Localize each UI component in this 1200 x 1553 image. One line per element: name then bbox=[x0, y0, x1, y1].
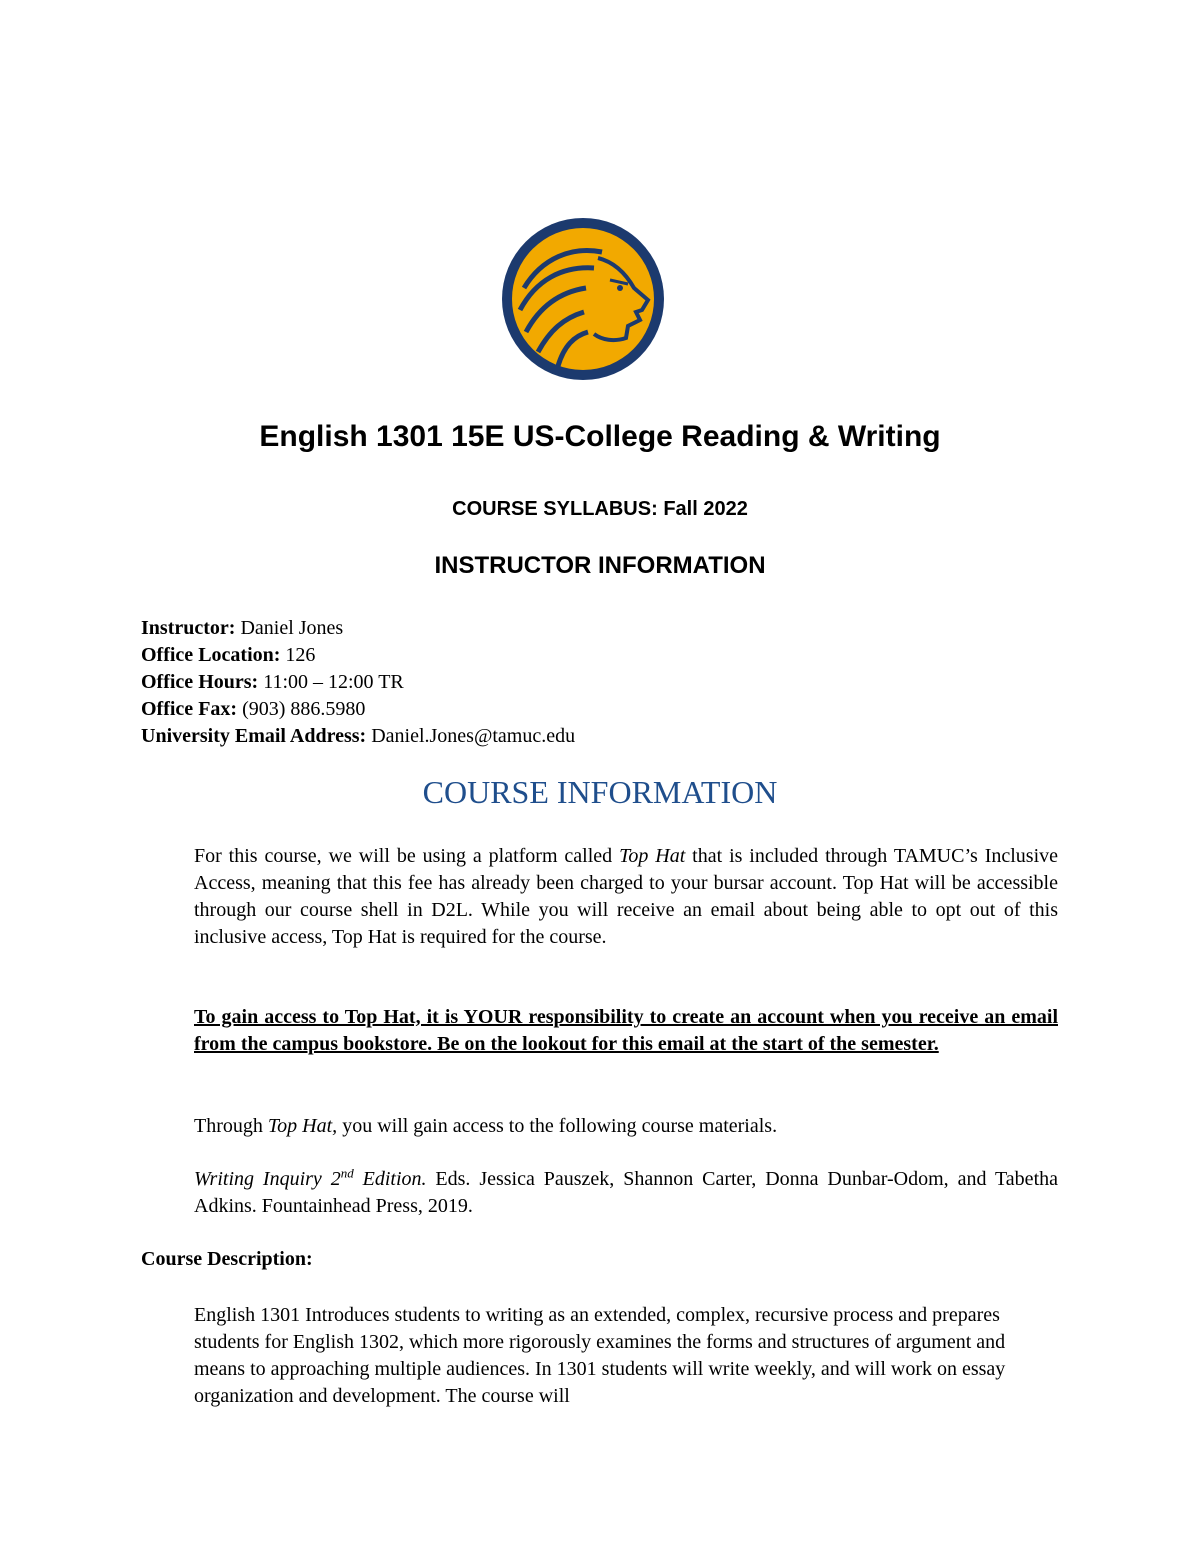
materials-intro-end: you will gain access to the following course materials. bbox=[337, 1115, 778, 1137]
book-title-sup: nd bbox=[340, 1165, 354, 1181]
course-information-heading: COURSE INFORMATION bbox=[422, 774, 778, 810]
email-row bbox=[141, 723, 575, 750]
access-notice: To gain access to Top Hat, it is YOUR responsibility to create an account when you receive an email from the campus bookstore. Be on the lookout for this email at the start of the semester. bbox=[194, 1006, 1058, 1055]
office-hours-value: 11:00 – 12:00 TR bbox=[263, 671, 404, 693]
office-location-row bbox=[141, 642, 575, 669]
instructor-info-list bbox=[141, 615, 575, 750]
syllabus-term-line bbox=[0, 498, 1200, 521]
instructor-value: Daniel Jones bbox=[240, 617, 344, 639]
instructor-section-heading: INSTRUCTOR INFORMATION bbox=[434, 552, 766, 579]
book-title-text: Writing Inquiry 2 bbox=[194, 1168, 341, 1190]
course-description-text: English 1301 Introduces students to writing as an extended, complex, recursive process and prepares students for English 1302, which more rigorously examines the forms and structures of argument and means to approaching multiple audiences. In 1301 students will write weekly, and will work on essay organization and development. The course will bbox=[194, 1304, 1006, 1407]
syllabus-label: COURSE SYLLABUS: bbox=[452, 498, 658, 520]
instructor-row bbox=[141, 615, 575, 642]
top-hat-text-start: For this course, we will be using a platform called bbox=[194, 845, 620, 867]
materials-intro-emphasis: Top Hat, bbox=[267, 1115, 338, 1137]
university-logo bbox=[502, 218, 664, 380]
office-fax-row bbox=[141, 696, 575, 723]
top-hat-text-end: that is included through TAMUC’s Inclusive Access, meaning that this fee has already been charged to your bursar account. Top Hat will be accessible through our course shell in D2L. While you will receive an email about being able to opt out of this inclusive access, Top Hat is required for the course. bbox=[194, 845, 1059, 948]
office-fax-label: Office Fax: bbox=[141, 698, 238, 720]
instructor-label: Instructor: bbox=[141, 617, 236, 639]
top-hat-paragraph bbox=[194, 843, 1058, 951]
top-hat-emphasis: Top Hat bbox=[619, 845, 686, 867]
materials-intro bbox=[194, 1113, 1058, 1140]
office-location-label: Office Location: bbox=[141, 644, 281, 666]
syllabus-term: Fall 2022 bbox=[663, 498, 748, 520]
textbook-citation bbox=[194, 1166, 1058, 1220]
email-label: University Email Address: bbox=[141, 725, 367, 747]
office-hours-label: Office Hours: bbox=[141, 671, 259, 693]
book-edition: Edition. bbox=[353, 1168, 427, 1190]
book-details: Eds. Jessica Pauszek, Shannon Carter, Donna Dunbar-Odom, and Tabetha Adkins. Fountainhead Press, 2019. bbox=[194, 1168, 1058, 1217]
book-title bbox=[194, 1165, 427, 1190]
office-fax-value: (903) 886.5980 bbox=[242, 698, 366, 720]
email-value[interactable]: Daniel.Jones@tamuc.edu bbox=[371, 725, 576, 747]
office-location-value: 126 bbox=[285, 644, 316, 666]
office-hours-row bbox=[141, 669, 575, 696]
course-description-heading: Course Description: bbox=[141, 1248, 313, 1270]
materials-intro-start: Through bbox=[194, 1115, 268, 1137]
course-title: English 1301 15E US-College Reading & Writing bbox=[259, 420, 941, 453]
lion-head-icon bbox=[502, 218, 664, 380]
